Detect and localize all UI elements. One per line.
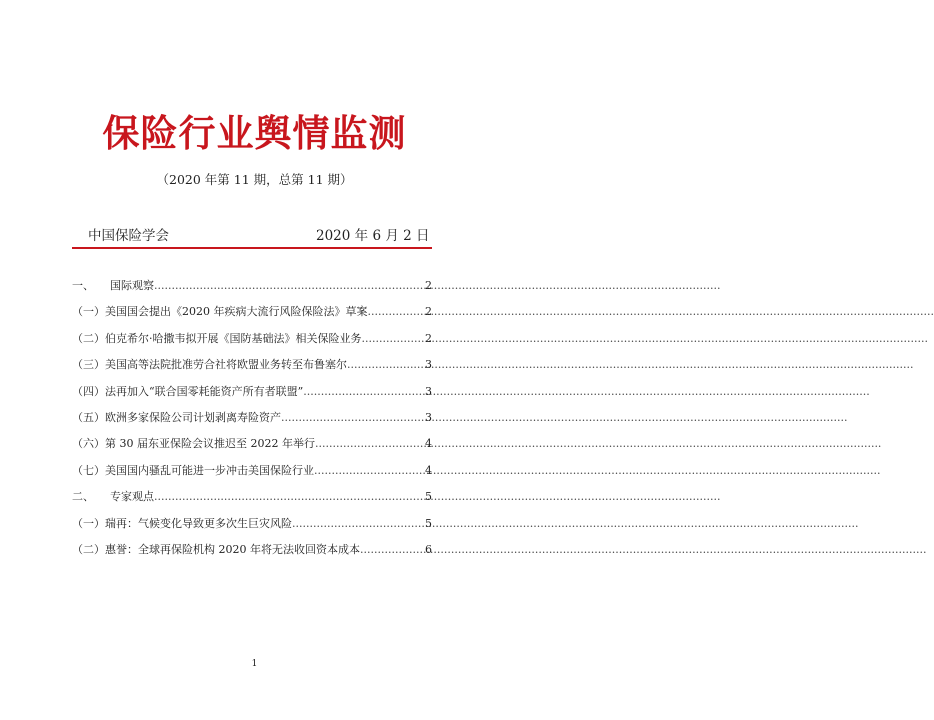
toc-entry-number: 二、	[72, 490, 94, 504]
toc-entry-number: （四）	[72, 384, 105, 398]
toc-dot-leader	[315, 436, 424, 452]
issue-subtitle: （2020 年第 11 期，总第 11 期）	[156, 172, 353, 187]
toc-entry[interactable]	[72, 436, 432, 462]
toc-entry[interactable]	[72, 331, 432, 357]
toc-entry-number: （七）	[72, 463, 105, 477]
toc-entry-page: 5	[425, 516, 432, 530]
toc-dot-leader	[281, 410, 424, 426]
toc-entry-number: （一）	[72, 305, 105, 319]
toc-entry-title: 伯克希尔·哈撒韦拟开展《国防基础法》相关保险业务	[105, 331, 362, 345]
toc-entry[interactable]	[72, 410, 432, 436]
toc-entry-page: 2	[425, 331, 432, 345]
toc-entry-number: 一、	[72, 279, 94, 292]
toc-entry[interactable]	[72, 357, 432, 383]
toc-entry[interactable]	[72, 489, 432, 515]
organization-name: 中国保险学会	[88, 228, 169, 244]
toc-entry[interactable]	[72, 463, 432, 489]
toc-entry[interactable]	[72, 304, 432, 330]
toc-dot-leader	[154, 489, 424, 505]
toc-entry-page: 6	[425, 542, 432, 556]
toc-entry-page: 4	[425, 437, 432, 451]
toc-dot-leader	[360, 542, 424, 558]
toc-dot-leader	[314, 463, 424, 479]
toc-dot-leader	[362, 331, 425, 347]
toc-entry-title: 国际观察	[110, 279, 154, 292]
toc-entry-title: 瑞再：气候变化导致更多次生巨灾风险	[105, 516, 292, 530]
toc-entry-number: （一）	[72, 516, 105, 530]
toc-entry-number: （三）	[72, 358, 105, 372]
toc-dot-leader	[347, 357, 424, 373]
page-number: 1	[251, 659, 258, 669]
toc-entry[interactable]	[72, 542, 432, 568]
toc-entry-number: （五）	[72, 410, 105, 424]
toc-entry-page: 2	[425, 305, 432, 319]
toc-entry-title: 美国国内骚乱可能进一步冲击美国保险行业	[105, 463, 314, 477]
toc-entry[interactable]	[72, 278, 432, 304]
toc-dot-leader	[303, 384, 424, 400]
toc-entry-title: 欧洲多家保险公司计划剥离寿险资产	[105, 410, 281, 424]
toc-dot-leader	[292, 516, 424, 532]
report-title: 保险行业舆情监测	[102, 112, 407, 155]
toc-entry[interactable]	[72, 384, 432, 410]
toc-entry-number: （六）	[72, 437, 105, 451]
toc-entry-page: 2	[425, 279, 432, 292]
table-of-contents	[72, 278, 432, 568]
toc-entry-title: 美国高等法院批准劳合社将欧盟业务转至布鲁塞尔	[105, 358, 347, 372]
publication-date: 2020 年 6 月 2 日	[316, 228, 430, 244]
toc-entry-number: （二）	[72, 331, 105, 345]
toc-dot-leader	[154, 278, 424, 294]
toc-entry-page: 5	[425, 490, 432, 504]
toc-entry-title: 法再加入“联合国零耗能资产所有者联盟”	[105, 384, 304, 398]
toc-entry-title: 专家观点	[110, 490, 154, 504]
toc-entry-page: 4	[425, 463, 432, 477]
toc-entry-title: 惠誉：全球再保险机构 2020 年将无法收回资本成本	[105, 542, 360, 556]
toc-entry-page: 3	[425, 358, 432, 372]
toc-dot-leader	[368, 304, 425, 320]
header-rule	[72, 247, 432, 249]
toc-entry[interactable]	[72, 516, 432, 542]
toc-entry-number: （二）	[72, 542, 105, 556]
toc-entry-page: 3	[425, 384, 432, 398]
toc-entry-title: 美国国会提出《2020 年疾病大流行风险保险法》草案	[105, 305, 368, 319]
toc-entry-page: 3	[425, 410, 432, 424]
toc-entry-title: 第 30 届东亚保险会议推迟至 2022 年举行	[105, 437, 315, 451]
